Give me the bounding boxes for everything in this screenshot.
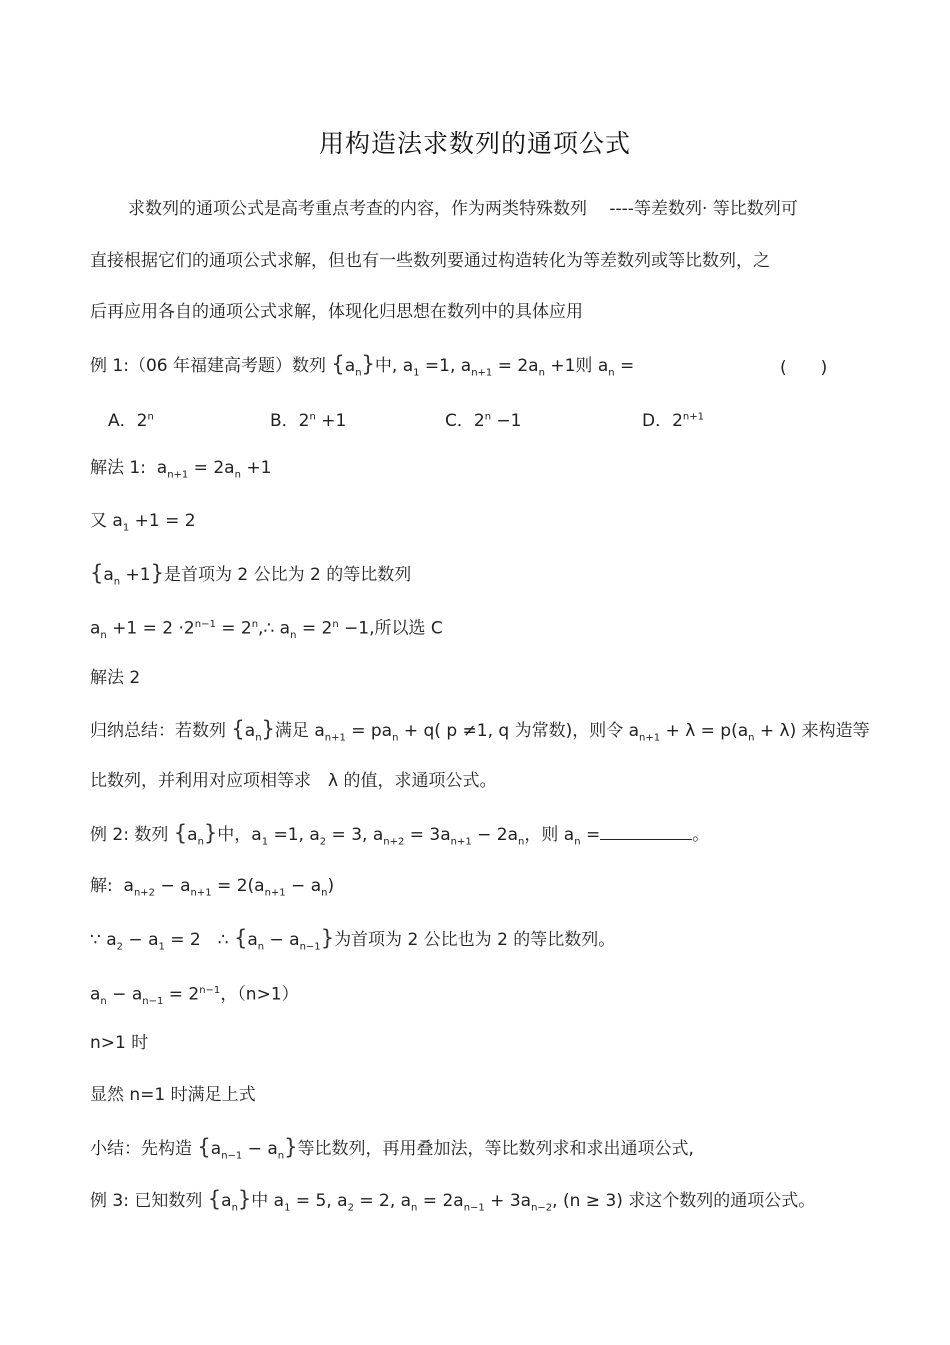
subscript: n — [574, 836, 581, 848]
example-3-prefix: 例 3: 已知数列 — [90, 1191, 203, 1211]
subscript: n−2 — [531, 1202, 553, 1214]
example-2-diff — [90, 980, 299, 1013]
example-2-c3: = 3a — [404, 825, 451, 845]
option-c-label: C．2 — [445, 411, 485, 431]
brace-open: { — [90, 561, 104, 585]
intro-line-1: 求数列的通项公式是高考重点考查的内容，作为两类特殊数列 ----等差数列· 等比数列可 — [128, 199, 798, 219]
brace-open: { — [173, 821, 188, 845]
diff-a: a — [90, 984, 101, 1005]
example-3-question — [90, 1188, 815, 1219]
sol-b: − a — [155, 876, 191, 896]
subscript: n−1 — [299, 941, 321, 953]
method-1-eq: a — [156, 458, 168, 478]
option-b — [270, 406, 346, 431]
summary-f: + λ) 来构造等 — [754, 721, 870, 741]
subscript: 2 — [347, 1202, 354, 1214]
subscript: n+2 — [383, 836, 405, 848]
result-mid-3: ,∴ a — [258, 618, 291, 639]
brace-close: } — [237, 1187, 252, 1211]
because-text: 为首项为 2 公比也为 2 的等比数列。 — [334, 930, 616, 950]
option-d — [642, 406, 704, 431]
example-2-end: 。 — [692, 825, 710, 845]
subscript: n — [538, 367, 545, 379]
subscript: n+1 — [190, 887, 212, 899]
subscript: n — [100, 996, 107, 1008]
superscript: n−1 — [199, 985, 221, 996]
subscript: n — [290, 630, 297, 642]
subscript: 1 — [413, 367, 420, 379]
summary-b: 满足 a — [274, 721, 325, 741]
method-1-label: 解法 1: — [90, 458, 146, 478]
example-2-seq: a — [187, 825, 198, 845]
subscript: n — [113, 576, 121, 588]
superscript: n — [251, 619, 259, 630]
sol-c: = 2(a — [211, 876, 265, 896]
example-1-eq: = — [614, 356, 635, 376]
example-2-mid: 中，a — [217, 825, 262, 845]
diff-c: = 2 — [163, 984, 200, 1005]
brace-open: { — [231, 717, 245, 741]
method-2-summary — [90, 718, 870, 749]
subscript: 1 — [261, 836, 269, 848]
method-1-geo — [90, 562, 411, 593]
conclusion-b: 等比数列，再用叠加法，等比数列求和求出通项公式, — [297, 1139, 694, 1159]
example-3-mid: 中 a — [251, 1191, 285, 1211]
subscript: 1 — [284, 1202, 291, 1214]
solution-label: 解: — [90, 876, 113, 896]
geo-seq: a — [103, 565, 114, 585]
superscript: n+1 — [682, 411, 704, 423]
geo-text: 是首项为 2 公比为 2 的等比数列 — [163, 565, 412, 585]
conclusion-seq: a — [210, 1139, 222, 1159]
sol-d: − a — [285, 876, 322, 896]
result-mid-2: = 2 — [215, 618, 252, 639]
subscript: 1 — [122, 522, 130, 534]
subscript: n — [392, 732, 399, 744]
subscript: n — [321, 887, 328, 899]
diff-tail: ，（n>1） — [220, 984, 299, 1005]
example-1-cond: =1, a — [419, 356, 472, 376]
summary-a: 归纳总结：若数列 — [90, 721, 226, 741]
example-2-question — [90, 822, 709, 853]
example-1-question — [90, 353, 634, 384]
brace-close: } — [261, 717, 275, 741]
subscript: n — [518, 836, 525, 848]
again-tail: +1 = 2 — [129, 511, 196, 531]
brace-close: } — [361, 352, 375, 376]
intro-line-2: 直接根据它们的通项公式求解，但也有一些数列要通过构造转化为等差数列或等比数列，之 — [90, 251, 770, 271]
because-seq: a — [247, 930, 258, 950]
brace-close: } — [203, 821, 218, 845]
sol-e: ) — [327, 876, 335, 896]
method-1-tail: +1 — [240, 458, 272, 478]
subscript: n−1 — [463, 1202, 485, 1214]
brace-close: } — [150, 561, 164, 585]
result-mid: +1 = 2 ·2 — [106, 618, 195, 639]
page-title: 用构造法求数列的通项公式 — [318, 129, 631, 158]
superscript: n — [332, 619, 339, 630]
subscript: n — [277, 1150, 285, 1162]
option-b-label: B．2 — [270, 411, 310, 431]
example-3-seq: a — [221, 1191, 232, 1211]
because-c: = 2 ∴ — [164, 930, 229, 950]
option-b-tail: +1 — [315, 411, 347, 431]
example-2-c5: ，则 a — [524, 825, 575, 845]
example-2-obvious: 显然 n=1 时满足上式 — [90, 1085, 256, 1105]
subscript: 2 — [116, 941, 124, 953]
brace-close: } — [284, 1135, 298, 1159]
conclusion-a: 小结：先构造 — [90, 1139, 192, 1159]
geo-tail: +1 — [120, 565, 151, 585]
subscript: n+1 — [264, 887, 286, 899]
diff-b: − a — [106, 984, 143, 1005]
superscript: n−1 — [194, 619, 216, 630]
summary-c: = pa — [345, 721, 393, 741]
example-3-c5: , (n ≥ 3) 求这个数列的通项公式。 — [552, 1191, 816, 1211]
method-2-summary-2: 比数列，并利用对应项相等求 λ 的值，求通项公式。 — [90, 771, 497, 791]
subscript: n+1 — [167, 469, 189, 481]
example-2-because — [90, 927, 615, 958]
subscript: n — [608, 367, 615, 379]
option-d-label: D．2 — [642, 411, 683, 431]
option-a — [108, 406, 154, 431]
subscript: n — [355, 367, 362, 379]
method-1-again — [90, 510, 196, 539]
result-a: a — [90, 618, 101, 639]
result-tail: −1,所以选 C — [338, 618, 443, 639]
example-3-c3: = 2a — [417, 1191, 464, 1211]
again-text: 又 a — [90, 511, 123, 531]
subscript: n — [197, 836, 204, 848]
subscript: n — [748, 732, 755, 744]
example-2-c6: = — [580, 825, 601, 845]
example-3-c4: + 3a — [484, 1191, 532, 1211]
brace-close: } — [320, 926, 335, 950]
option-c — [445, 406, 522, 431]
subscript: n — [231, 1202, 238, 1214]
subscript: n−1 — [221, 1150, 243, 1162]
option-a-label: A．2 — [108, 411, 148, 431]
method-2-label: 解法 2 — [90, 668, 141, 688]
superscript: n — [484, 411, 492, 423]
subscript: n — [257, 941, 265, 953]
subscript: n — [100, 630, 107, 642]
result-mid-4: = 2 — [296, 618, 333, 639]
subscript: 2 — [319, 836, 327, 848]
example-2-c4: − 2a — [471, 825, 519, 845]
example-1-rec: = 2a — [492, 356, 539, 376]
subscript: n−1 — [142, 996, 164, 1008]
brace-open: { — [233, 926, 248, 950]
subscript: n — [234, 469, 241, 481]
example-1-then: +1则 a — [544, 356, 609, 376]
subscript: n+1 — [639, 732, 661, 744]
subscript: n+1 — [324, 732, 346, 744]
answer-blank — [600, 823, 692, 840]
subscript: n — [411, 1202, 418, 1214]
brace-open: { — [197, 1135, 211, 1159]
subscript: n+2 — [133, 887, 156, 899]
example-1-prefix: 例 1:（06 年福建高考题）数列 — [90, 356, 326, 376]
subscript: 1 — [158, 941, 165, 953]
example-3-c2: = 2, a — [353, 1191, 412, 1211]
example-2-c2: = 3, a — [326, 825, 384, 845]
because-seq-2: − a — [264, 930, 300, 950]
because-a: ∵ a — [90, 930, 117, 950]
example-3-c1: = 5, a — [290, 1191, 348, 1211]
subscript: n+1 — [450, 836, 472, 848]
superscript: n — [147, 411, 154, 423]
method-1-result — [90, 614, 443, 647]
summary-e: + λ = p(a — [660, 721, 749, 741]
example-2-conclusion — [90, 1136, 694, 1167]
example-1-seq: a — [344, 356, 356, 376]
sol-a: a — [123, 876, 134, 896]
example-2-prefix: 例 2: 数列 — [90, 825, 169, 845]
answer-paren: ( ) — [780, 358, 828, 378]
example-2-c1: =1, a — [268, 825, 320, 845]
method-1-rhs: = 2a — [188, 458, 235, 478]
conclusion-seq-2: − a — [242, 1139, 278, 1159]
option-c-tail: −1 — [491, 411, 522, 431]
subscript: n — [255, 732, 262, 744]
superscript: n — [309, 411, 316, 423]
subscript: n+1 — [471, 367, 493, 379]
example-1-mid: 中, a — [374, 356, 414, 376]
summary-d: + q( p ≠1, q 为常数)，则令 a — [398, 721, 640, 741]
brace-open: { — [331, 352, 345, 376]
brace-open: { — [207, 1187, 222, 1211]
intro-line-3: 后再应用各自的通项公式求解，体现化归思想在数列中的具体应用 — [90, 302, 583, 322]
because-b: − a — [123, 930, 159, 950]
example-2-solution — [90, 875, 334, 904]
example-2-n-gt-1: n>1 时 — [90, 1033, 149, 1053]
method-1-line — [90, 457, 271, 486]
summary-seq: a — [244, 721, 256, 741]
